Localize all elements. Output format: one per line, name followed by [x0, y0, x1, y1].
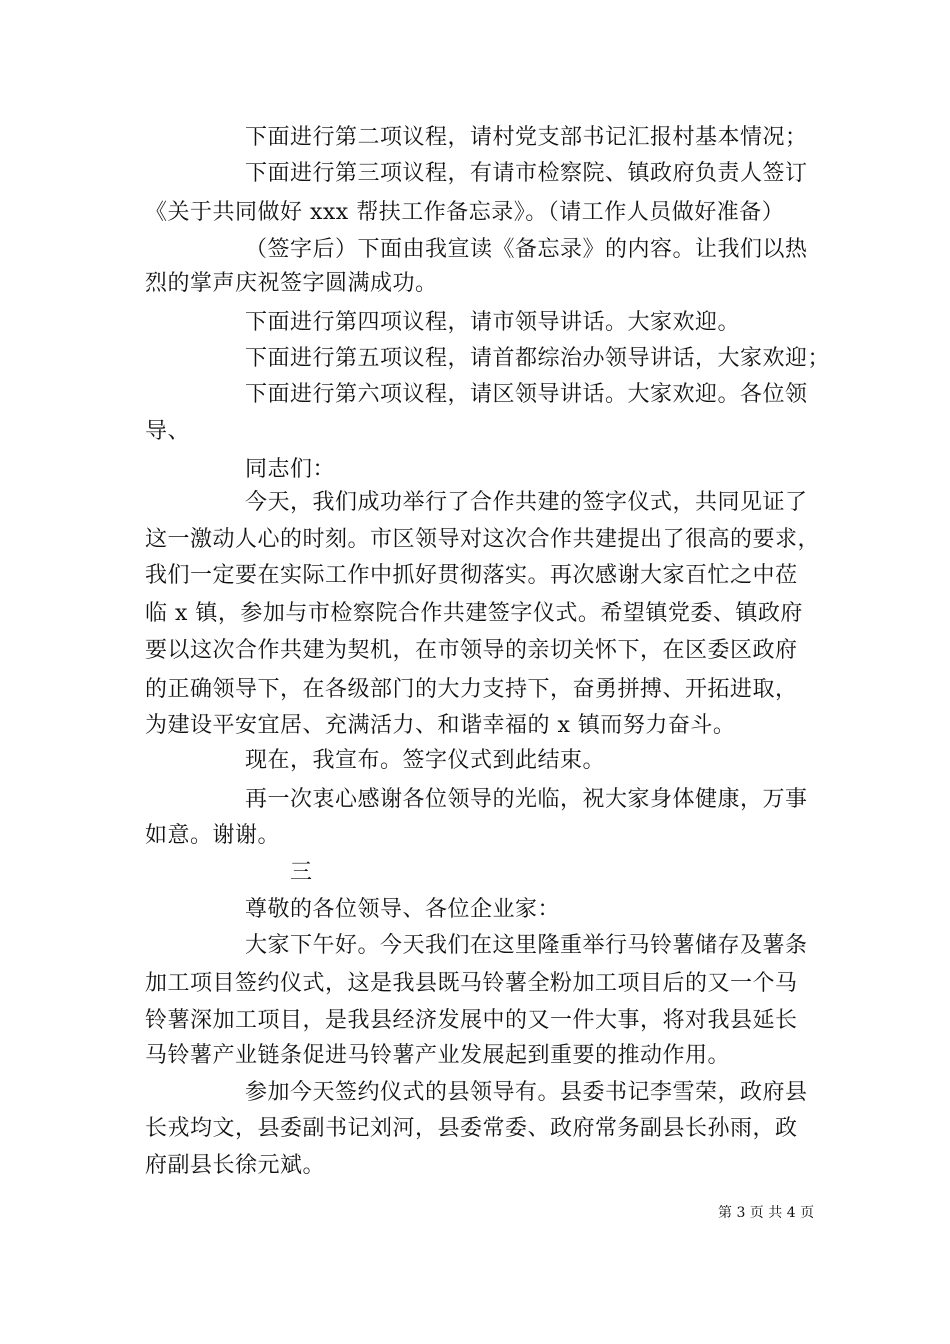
paragraph-line: 下面进行第六项议程，请区领导讲话。大家欢迎。各位领: [245, 382, 808, 407]
paragraph-line: 临 x 镇，参加与市检察院合作共建签字仪式。希望镇党委、镇政府: [145, 601, 803, 626]
section-number: 三: [290, 860, 313, 885]
paragraph-line: 参加今天签约仪式的县领导有。县委书记李雪荣，政府县: [245, 1080, 808, 1105]
paragraph-line: 为建设平安宜居、充满活力、和谐幸福的 x 镇而努力奋斗。: [145, 713, 736, 738]
paragraph-line: 铃薯深加工项目，是我县经济发展中的又一件大事，将对我县延长: [145, 1008, 798, 1033]
paragraph-line: 加工项目签约仪式，这是我县既马铃薯全粉加工项目后的又一个马: [145, 971, 798, 996]
paragraph-line: 的正确领导下，在各级部门的大力支持下，奋勇拼搏、开拓进取，: [145, 677, 798, 702]
paragraph-line: 如意。谢谢。: [145, 823, 281, 848]
salutation: 尊敬的各位领导、各位企业家：: [245, 897, 561, 922]
paragraph-line: 现在，我宣布。签字仪式到此结束。: [245, 748, 606, 773]
paragraph-line: 烈的掌声庆祝签字圆满成功。: [145, 271, 438, 296]
paragraph-line: 再一次衷心感谢各位领导的光临，祝大家身体健康，万事: [245, 787, 808, 812]
paragraph-line: 导、: [145, 419, 191, 444]
paragraph-line: 这一激动人心的时刻。市区领导对这次合作共建提出了很高的要求，: [145, 527, 821, 552]
paragraph-line: 下面进行第四项议程，请市领导讲话。大家欢迎。: [245, 310, 741, 335]
paragraph-line: （签字后）下面由我宣读《备忘录》的内容。让我们以热: [245, 237, 808, 262]
paragraph-line: 今天，我们成功举行了合作共建的签字仪式，共同见证了: [245, 490, 808, 515]
paragraph-line: 我们一定要在实际工作中抓好贯彻落实。再次感谢大家百忙之中莅: [145, 563, 798, 588]
paragraph-line: 下面进行第二项议程，请村党支部书记汇报村基本情况；: [245, 125, 808, 150]
paragraph-line: 长戎均文，县委副书记刘河，县委常委、政府常务副县长孙雨，政: [145, 1116, 798, 1141]
paragraph-line: 下面进行第五项议程，请首都综治办领导讲话，大家欢迎；: [245, 346, 831, 371]
paragraph-line: 《关于共同做好 xxx 帮扶工作备忘录》。（请工作人员做好准备）: [145, 200, 785, 225]
salutation: 同志们：: [245, 457, 336, 482]
paragraph-line: 要以这次合作共建为契机，在市领导的亲切关怀下，在区委区政府: [145, 638, 798, 663]
paragraph-line: 下面进行第三项议程，有请市检察院、镇政府负责人签订: [245, 161, 808, 186]
page-number: 第 3 页 共 4 页: [718, 1205, 815, 1221]
paragraph-line: 府副县长徐元斌。: [145, 1153, 326, 1178]
paragraph-line: 马铃薯产业链条促进马铃薯产业发展起到重要的推动作用。: [145, 1043, 731, 1068]
paragraph-line: 大家下午好。今天我们在这里隆重举行马铃薯储存及薯条: [245, 933, 808, 958]
